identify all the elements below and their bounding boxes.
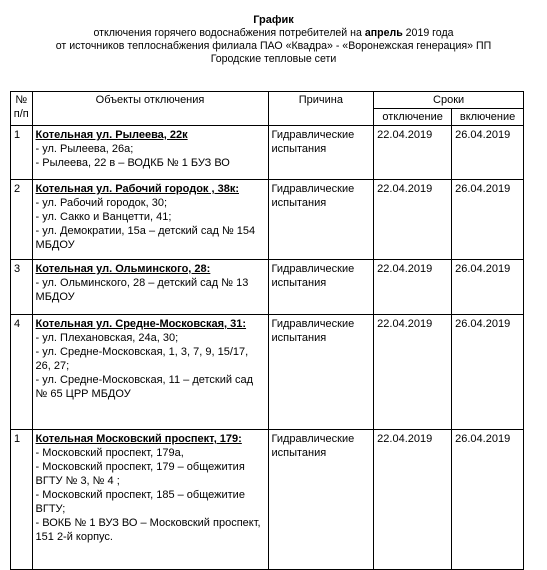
address-item: - ул. Демократии, 15а – детский сад № 154 МБДОУ xyxy=(35,225,256,251)
reason-text: Гидравлические испытания xyxy=(271,263,355,289)
row-shutoff-date: 22.04.2019 xyxy=(374,260,452,315)
row-shutoff-date: 22.04.2019 xyxy=(374,180,452,260)
address-item: - ВОКБ № 1 ВУЗ ВО – Московский проспект, 151 2-й корпус. xyxy=(35,517,261,543)
boiler-house-name: Котельная Московский проспект, 179: xyxy=(35,433,242,445)
subtitle-month: апрель xyxy=(364,27,403,39)
row-number: 1 xyxy=(11,126,33,180)
row-number: 4 xyxy=(11,315,33,430)
address-item: - ул. Ольминского, 28 – детский сад № 13 МБДОУ xyxy=(35,277,249,303)
table-row xyxy=(11,315,524,430)
address-item: - ул. Рылеева, 26а; xyxy=(35,143,134,155)
table-row xyxy=(11,126,524,180)
row-reason xyxy=(268,180,374,260)
table-row xyxy=(11,430,524,570)
subtitle-text-before-month: отключения горячего водоснабжения потребителей на xyxy=(93,27,365,39)
row-reason xyxy=(268,260,374,315)
row-shutoff-date: 22.04.2019 xyxy=(374,126,452,180)
row-reason xyxy=(268,126,374,180)
document-subtitle-line-3: Городские тепловые сети xyxy=(210,53,337,65)
row-restore-date: 26.04.2019 xyxy=(452,315,524,430)
address-item: - ул. Плехановская, 24а, 30; xyxy=(35,332,179,344)
document-subtitle-line-1 xyxy=(0,27,547,40)
header-restore-date: включение xyxy=(452,109,524,126)
row-restore-date: 26.04.2019 xyxy=(452,260,524,315)
row-objects xyxy=(32,126,268,180)
address-item: - Московский проспект, 179а, xyxy=(35,447,184,459)
row-shutoff-date: 22.04.2019 xyxy=(374,430,452,570)
address-item: - ул. Рабочий городок, 30; xyxy=(35,197,168,209)
document-header xyxy=(0,13,547,66)
address-item: - ул. Сакко и Ванцетти, 41; xyxy=(35,211,172,223)
header-number: № п/п xyxy=(11,92,33,126)
subtitle-text-after-month: 2019 года xyxy=(402,27,454,39)
row-restore-date: 26.04.2019 xyxy=(452,430,524,570)
address-item: - ул. Средне-Московская, 11 – детский сад № 65 ЦРР МБДОУ xyxy=(35,374,254,400)
outage-schedule-table xyxy=(10,91,524,570)
row-objects xyxy=(32,180,268,260)
reason-text: Гидравлические испытания xyxy=(271,318,355,344)
address-item: - Московский проспект, 179 – общежития ВГТУ № 3, № 4 ; xyxy=(35,461,245,487)
reason-text: Гидравлические испытания xyxy=(271,129,355,155)
header-shutoff-date: отключение xyxy=(374,109,452,126)
address-item: - Рылеева, 22 в – ВОДКБ № 1 БУЗ ВО xyxy=(35,157,230,169)
row-reason xyxy=(268,430,374,570)
address-item: - Московский проспект, 185 – общежитие ВГТУ; xyxy=(35,489,245,515)
address-item: - ул. Средне-Московская, 1, 3, 7, 9, 15/17, 26, 27; xyxy=(35,346,249,372)
table-row xyxy=(11,260,524,315)
header-objects: Объекты отключения xyxy=(32,92,268,126)
boiler-house-name: Котельная ул. Средне-Московская, 31: xyxy=(35,318,247,330)
document-subtitle-line-2: от источников теплоснабжения филиала ПАО «Квадра» - «Воронежская генерация» ПП xyxy=(55,40,492,52)
row-reason xyxy=(268,315,374,430)
row-restore-date: 26.04.2019 xyxy=(452,126,524,180)
boiler-house-name: Котельная ул. Ольминского, 28: xyxy=(35,263,211,275)
reason-text: Гидравлические испытания xyxy=(271,433,355,459)
row-objects xyxy=(32,315,268,430)
reason-text: Гидравлические испытания xyxy=(271,183,355,209)
header-terms: Сроки xyxy=(374,92,524,109)
row-shutoff-date: 22.04.2019 xyxy=(374,315,452,430)
row-objects xyxy=(32,260,268,315)
boiler-house-name: Котельная ул. Рылеева, 22к xyxy=(35,129,188,141)
row-restore-date: 26.04.2019 xyxy=(452,180,524,260)
boiler-house-name: Котельная ул. Рабочий городок , 38к: xyxy=(35,183,239,195)
table-header xyxy=(11,92,524,126)
row-objects xyxy=(32,430,268,570)
row-number: 3 xyxy=(11,260,33,315)
row-number: 2 xyxy=(11,180,33,260)
table-row xyxy=(11,180,524,260)
row-number: 1 xyxy=(11,430,33,570)
document-title: График xyxy=(253,14,294,26)
header-reason: Причина xyxy=(268,92,374,126)
